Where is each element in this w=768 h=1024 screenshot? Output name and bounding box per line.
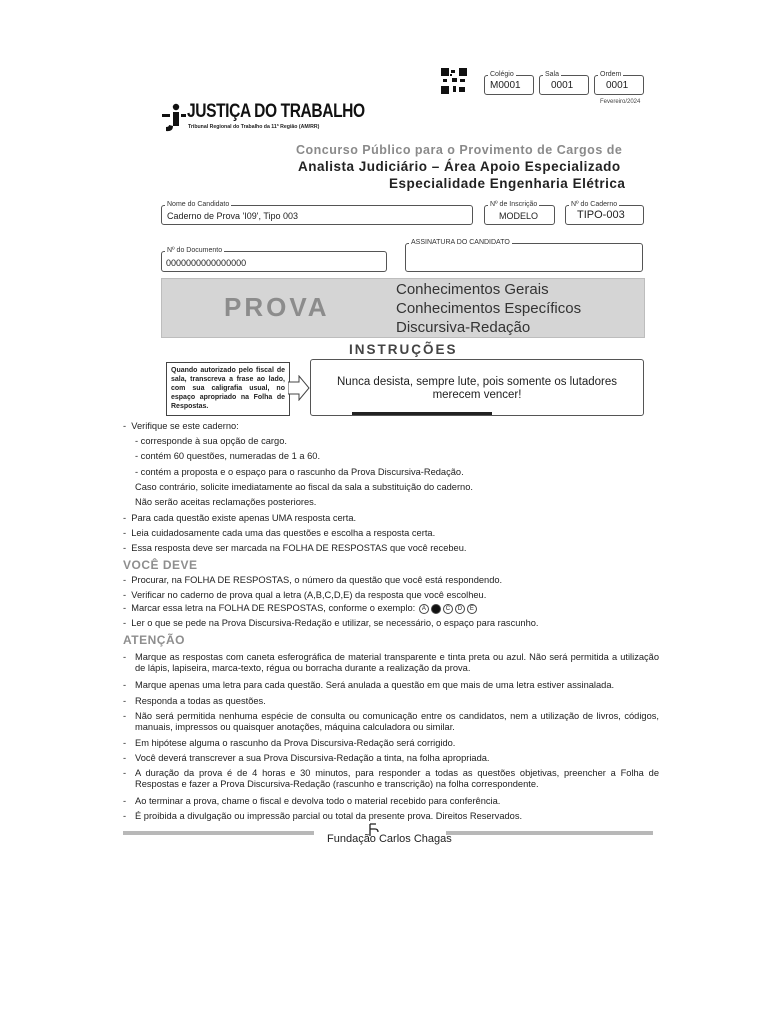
- atencao-item: A duração da prova é de 4 horas e 30 minutos, para responder a todas as questões objetivas, preencher a Folha de Respostas e fazer a Prova Discursiva-Redação (rascunho e transcrição) na folha correspondente.: [135, 768, 659, 789]
- documento-value: 0000000000000000: [166, 258, 247, 268]
- caderno-label: Nº do Caderno: [571, 201, 618, 208]
- answer-circle-d: D: [455, 604, 465, 614]
- caderno-value: TIPO-003: [577, 209, 625, 221]
- inscricao-label: Nº de Inscrição: [490, 201, 538, 208]
- atencao-title: ATENÇÃO: [123, 633, 185, 647]
- footer-logo-text: Fundação Carlos Chagas: [327, 833, 452, 845]
- ordem-field: [594, 71, 644, 95]
- answer-circle-a: A: [419, 604, 429, 614]
- atencao-item: Ao terminar a prova, chame o fiscal e devolva todo o material recebido para conferência.: [135, 796, 501, 806]
- prova-topic: Discursiva-Redação: [396, 319, 531, 336]
- general-item: - Essa resposta deve ser marcada na FOLHA DE RESPOSTAS que você recebeu.: [123, 543, 467, 553]
- answer-example: [418, 603, 478, 613]
- verify-contrary: Caso contrário, solicite imediatamente ao fiscal da sala a substituição do caderno.: [135, 482, 473, 492]
- prova-word: PROVA: [224, 292, 330, 322]
- voce-deve-item-text: Procurar, na FOLHA DE RESPOSTAS, o número da questão que você está respondendo.: [131, 575, 503, 585]
- voce-deve-item: - Verificar no caderno de prova qual a letra (A,B,C,D,E) da resposta que você escolheu.: [123, 590, 487, 600]
- prova-topic: Conhecimentos Específicos: [396, 300, 582, 317]
- voce-deve-item: - Marcar essa letra na FOLHA DE RESPOSTAS, conforme o exemplo: A B C D E: [123, 603, 478, 614]
- caderno-field: [565, 201, 644, 225]
- atencao-bullet: -: [123, 711, 127, 721]
- verify-item: - contém 60 questões, numeradas de 1 a 60.: [135, 451, 321, 461]
- atencao-item: Marque apenas uma letra para cada questão. Será anulada a questão em que mais de uma letra estiver assinalada.: [135, 680, 615, 690]
- atencao-item: É proibida a divulgação ou impressão parcial ou total da presente prova. Direitos Reservados.: [135, 811, 523, 821]
- atencao-bullet: -: [123, 738, 127, 748]
- candidate-name-value: Caderno de Prova 'I09', Tipo 003: [167, 211, 299, 221]
- voce-deve-item-text: Marcar essa letra na FOLHA DE RESPOSTAS, conforme o exemplo:: [131, 603, 416, 613]
- sala-label: Sala: [545, 71, 560, 78]
- atencao-bullet: -: [123, 768, 127, 778]
- phrase-box-underline: [352, 412, 492, 415]
- verify-no-claims: Não serão aceitas reclamações posteriores.: [135, 497, 317, 507]
- verify-item: - corresponde à sua opção de cargo.: [135, 436, 287, 446]
- prova-topic: Conhecimentos Gerais: [396, 281, 549, 298]
- arrow-right-icon: [288, 375, 310, 401]
- general-item: - Para cada questão existe apenas UMA resposta certa.: [123, 513, 357, 523]
- ordem-label: Ordem: [600, 71, 622, 78]
- voce-deve-item-text: Verificar no caderno de prova qual a letra (A,B,C,D,E) da resposta que você escolheu.: [131, 590, 487, 600]
- atencao-item: Marque as respostas com caneta esferográfica de material transparente e tinta preta ou azul. Não será permitida a utilização de lápis, lapiseira, marca-texto, régua ou borracha durante a realização da prova.: [135, 652, 659, 673]
- exam-title-line2: Analista Judiciário – Área Apoio Especializado: [298, 159, 621, 174]
- general-item-text: Para cada questão existe apenas UMA resposta certa.: [131, 513, 357, 523]
- answer-circle-b-filled: B: [431, 604, 441, 614]
- colegio-field: [484, 71, 534, 95]
- answer-circle-e: E: [467, 604, 477, 614]
- signature-label: ASSINATURA DO CANDIDATO: [411, 239, 510, 246]
- general-item: - Leia cuidadosamente cada uma das questões e escolha a resposta certa.: [123, 528, 436, 538]
- atencao-bullet: -: [123, 652, 127, 662]
- atencao-bullet: -: [123, 753, 127, 763]
- signature-field: [405, 239, 643, 272]
- verify-item: - contém a proposta e o espaço para o rascunho da Prova Discursiva-Redação.: [135, 467, 464, 477]
- candidate-name-label: Nome do Candidato: [167, 201, 230, 208]
- footer-bar-right: [446, 831, 653, 835]
- documento-label: Nº do Documento: [167, 247, 223, 254]
- sala-field: [539, 71, 589, 95]
- documento-field: [161, 247, 387, 272]
- colegio-value: M0001: [490, 80, 521, 91]
- general-item-text: Essa resposta deve ser marcada na FOLHA DE RESPOSTAS que você recebeu.: [131, 543, 467, 553]
- sala-value: 0001: [551, 80, 574, 91]
- colegio-label: Colégio: [490, 71, 514, 78]
- atencao-bullet: -: [123, 696, 127, 706]
- footer-bar-left: [123, 831, 314, 835]
- justica-trabalho-logo-icon: [161, 103, 187, 133]
- candidate-name-field: [161, 201, 473, 225]
- voce-deve-item: - Ler o que se pede na Prova Discursiva-Redação e utilizar, se necessário, o espaço para rascunho.: [123, 618, 539, 628]
- logo-subtitle: Tribunal Regional do Trabalho da 11ª Região (AM/RR): [188, 124, 320, 130]
- ordem-value: 0001: [606, 80, 629, 91]
- phrase-text: Nunca desista, sempre lute, pois somente os lutadores merecem vencer!: [337, 376, 617, 401]
- exam-title-line1: Concurso Público para o Provimento de Cargos de: [296, 143, 623, 157]
- transcribe-note-box: [166, 362, 290, 416]
- atencao-item: Não será permitida nenhuma espécie de consulta ou comunicação entre os candidatos, nem a utilização de livros, códigos, manuais, impressos ou quaisquer anotações, máquina calculadora ou similar.: [135, 711, 659, 732]
- verify-intro-text: Verifique se este caderno:: [131, 421, 239, 431]
- voce-deve-title: VOCÊ DEVE: [123, 558, 198, 572]
- inscricao-value: MODELO: [499, 211, 539, 221]
- atencao-bullet: -: [123, 811, 127, 821]
- exam-date: Fevereiro/2024: [600, 99, 641, 105]
- atencao-bullet: -: [123, 680, 127, 690]
- transcribe-note: Quando autorizado pelo fiscal de sala, transcreva a frase ao lado, com sua caligrafia usual, no espaço apropriado na Folha de Respostas.: [171, 367, 285, 410]
- phrase-box: [310, 359, 644, 416]
- exam-title-line3: Especialidade Engenharia Elétrica: [389, 176, 626, 191]
- atencao-item: Em hipótese alguma o rascunho da Prova Discursiva-Redação será corrigido.: [135, 738, 456, 748]
- instructions-title: INSTRUÇÕES: [349, 342, 458, 357]
- logo-name: JUSTIÇA DO TRABALHO: [187, 101, 365, 122]
- voce-deve-item-text: Ler o que se pede na Prova Discursiva-Redação e utilizar, se necessário, o espaço para rascunho.: [131, 618, 539, 628]
- verify-intro: - Verifique se este caderno:: [123, 421, 239, 431]
- voce-deve-item: - Procurar, na FOLHA DE RESPOSTAS, o número da questão que você está respondendo.: [123, 575, 503, 585]
- atencao-item: Responda a todas as questões.: [135, 696, 266, 706]
- general-item-text: Leia cuidadosamente cada uma das questões e escolha a resposta certa.: [131, 528, 436, 538]
- atencao-bullet: -: [123, 796, 127, 806]
- atencao-item: Você deverá transcrever a sua Prova Discursiva-Redação a tinta, na folha apropriada.: [135, 753, 490, 763]
- qr-code-icon: [441, 68, 467, 94]
- inscricao-field: [484, 201, 555, 225]
- answer-circle-c: C: [443, 604, 453, 614]
